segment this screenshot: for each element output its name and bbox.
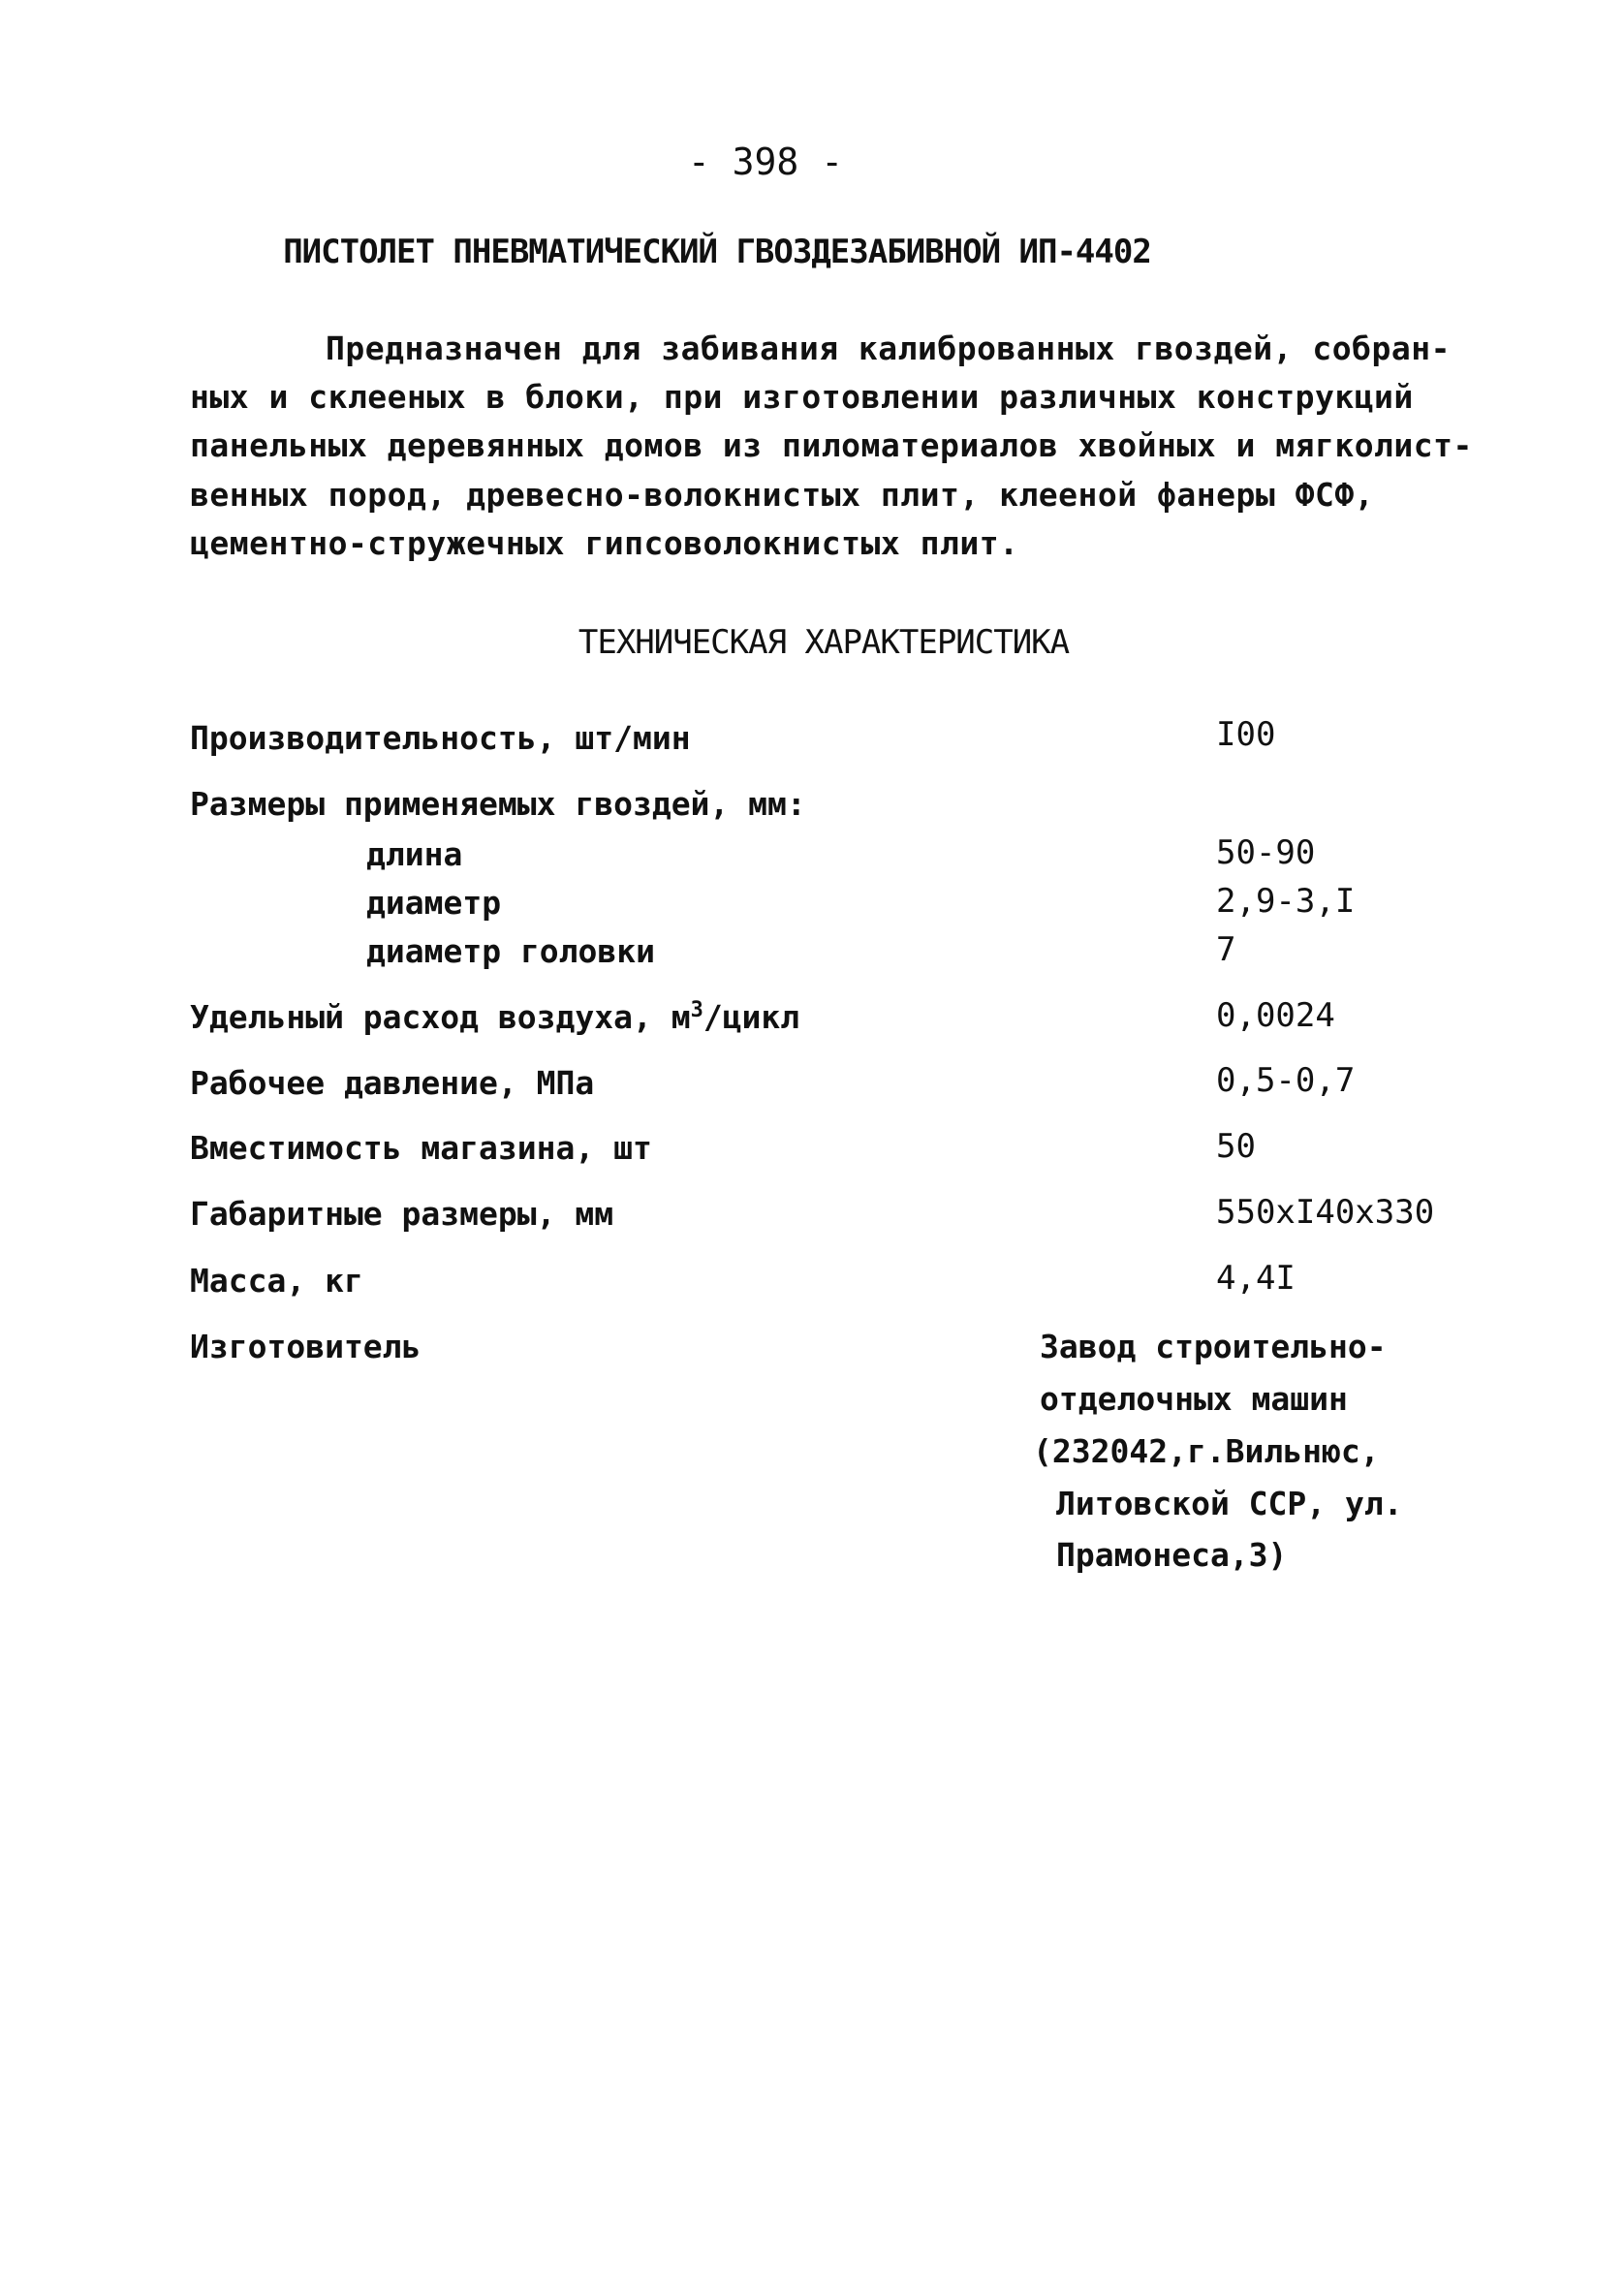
page-number: - 398 - — [687, 141, 844, 183]
description-line-2: ных и склееных в блоки, при изготовлении различных конструкций — [190, 378, 1414, 416]
spec-value-mass: 4,4I — [1216, 1259, 1296, 1298]
description-line-3: панельных деревянных домов из пиломатериалов хвойных и мягколист- — [190, 426, 1473, 464]
spec-label-mass: Масса, кг — [190, 1262, 363, 1300]
spec-label-length: длина — [366, 835, 463, 873]
description-line-5: цементно-стружечных гипсоволокнистых плит. — [190, 524, 1019, 562]
spec-label-head-diameter: диаметр головки — [366, 932, 656, 970]
manufacturer-line-5: Прамонеса,3) — [1056, 1536, 1288, 1574]
spec-value-productivity: I00 — [1216, 715, 1276, 754]
description-line-1: Предназначен для забивания калиброванных гвоздей, собран- — [326, 329, 1451, 367]
spec-value-head-diameter: 7 — [1216, 930, 1236, 969]
spec-label-magazine: Вместимость магазина, шт — [190, 1129, 652, 1167]
spec-value-diameter: 2,9-3,I — [1216, 882, 1356, 921]
spec-label-nail-sizes: Размеры применяемых гвоздей, мм: — [190, 785, 806, 823]
spec-value-pressure: 0,5-0,7 — [1216, 1061, 1356, 1100]
description-line-4: венных пород, древесно-волокнистых плит, клееной фанеры ФСФ, — [190, 476, 1375, 514]
manufacturer-line-3: (232042,г.Вильнюс, — [1033, 1432, 1380, 1470]
spec-value-air-consumption: 0,0024 — [1216, 996, 1335, 1035]
manufacturer-line-2: отделочных машин — [1040, 1380, 1348, 1418]
spec-value-dimensions: 550хI40х330 — [1216, 1193, 1435, 1232]
spec-label-manufacturer: Изготовитель — [190, 1328, 422, 1365]
superscript-3: 3 — [690, 998, 703, 1022]
section-title: ТЕХНИЧЕСКАЯ ХАРАКТЕРИСТИКА — [578, 623, 1070, 662]
spec-value-magazine: 50 — [1216, 1127, 1256, 1166]
manufacturer-line-4: Литовской ССР, ул. — [1056, 1485, 1403, 1522]
spec-value-length: 50-90 — [1216, 833, 1316, 872]
spec-label-dimensions: Габаритные размеры, мм — [190, 1195, 614, 1233]
spec-label-pressure: Рабочее давление, МПа — [190, 1064, 595, 1102]
manufacturer-line-1: Завод строительно- — [1040, 1328, 1387, 1365]
spec-label-productivity: Производительность, шт/мин — [190, 719, 691, 757]
spec-label-air-consumption: Удельный расход воздуха, $м^3$/цикл — [190, 998, 800, 1036]
spec-label-diameter: диаметр — [366, 884, 502, 922]
document-title: ПИСТОЛЕТ ПНЕВМАТИЧЕСКИЙ ГВОЗДЕЗАБИВНОЙ ИП-4402 — [283, 233, 1151, 271]
